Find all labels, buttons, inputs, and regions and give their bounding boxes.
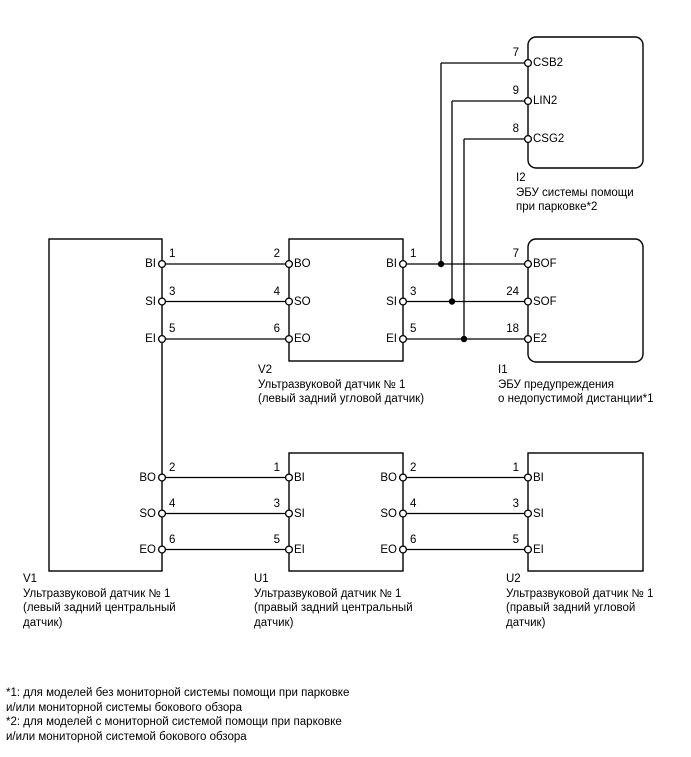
i2-caption-line: при парковке*2 [516,201,598,213]
i1-pin-e2-label: E2 [533,333,548,345]
i2-pin-csb2-number: 7 [512,47,519,59]
u2-pin-si-circle [525,510,532,517]
v1-pin-bo-label: BO [139,472,156,484]
v1-caption-line: Ультразвуковой датчик № 1 [23,587,171,600]
u1-pin-bi-number: 1 [273,462,280,474]
i2-pin-lin2-number: 9 [512,85,519,97]
u1-caption-line: датчик) [254,616,294,629]
u1-pin-bo-number: 2 [410,462,417,474]
v1-pin-bi-circle [159,261,166,268]
v2-pin-eo-number: 6 [273,323,280,335]
u1-caption [254,572,413,630]
u1-pin-eo-circle [400,546,407,553]
v2-designator: V2 [258,364,273,376]
i2-pin-lin2-label: LIN2 [533,95,558,107]
u1-pin-bi-circle [286,474,293,481]
u1-pin-ei-label: EI [294,544,305,556]
u1-pin-so-circle [400,510,407,517]
v2-pin-bo-number: 2 [273,248,280,260]
v2-pin-bi-number: 1 [410,248,417,260]
v1-pin-so-label: SO [139,508,156,520]
v1-pin-so-number: 4 [169,498,176,510]
v2-pin-bi-label: BI [386,258,397,270]
u2-pin-ei-circle [525,546,532,553]
u2-caption-line: (правый задний угловой [506,602,636,614]
i1-pin-bof-number: 7 [512,248,519,260]
u1-pin-bo-label: BO [380,472,397,484]
i1-pin-sof-circle [525,298,532,305]
v1-caption-line: датчик) [23,616,63,629]
v2-pin-si-number: 3 [410,286,417,298]
junction-dot [449,298,455,304]
v2-pin-si-label: SI [386,296,397,308]
i2-pin-csb2-circle [525,60,532,67]
v2-pin-eo-label: EO [294,333,311,345]
u1-pin-si-circle [286,510,293,517]
v2-pin-so-circle [286,298,293,305]
u1-pin-so-number: 4 [410,498,417,510]
i2-pin-lin2-circle [525,98,532,105]
v2-pin-ei-number: 5 [410,323,417,335]
v1-pin-ei-label: EI [145,333,156,345]
u1-pin-si-number: 3 [273,498,280,510]
u1-caption-line: (правый задний центральный [254,602,413,614]
i2-caption-line: ЭБУ системы помощи [516,186,634,199]
i1-designator: I1 [498,364,508,376]
v2-pin-eo-circle [286,336,293,343]
u1-designator: U1 [254,573,269,585]
v1-pin-eo-circle [159,546,166,553]
v2-pin-ei-circle [400,336,407,343]
u2-pin-si-label: SI [533,508,544,520]
footnote-line: *2: для моделей с мониторной системой помощи при парковке [6,716,342,728]
v2-pin-bo-circle [286,261,293,268]
v1-caption-line: (левый задний центральный [23,602,176,614]
v2-caption-line: (левый задний угловой датчик) [258,393,425,405]
u2-caption-line: датчик) [506,616,546,629]
v1-box [49,239,162,571]
v1-pin-eo-number: 6 [169,534,176,546]
v1-designator: V1 [23,573,38,585]
i1-caption [498,363,653,407]
u1-caption-line: Ультразвуковой датчик № 1 [254,587,402,600]
v1-pin-si-number: 3 [169,286,176,298]
v1-pin-bo-circle [159,474,166,481]
i2-pin-csg2-circle [525,136,532,143]
v2-pin-so-number: 4 [273,286,280,298]
i2-designator: I2 [516,172,526,184]
i1-pin-sof-number: 24 [506,286,519,298]
i2-pin-csb2-label: CSB2 [533,57,564,69]
i1-caption-line: ЭБУ предупреждения [498,378,614,391]
u2-pin-bi-circle [525,474,532,481]
v1-pin-bi-label: BI [145,258,156,270]
u2-pin-bi-label: BI [533,472,544,484]
u1-pin-ei-number: 5 [273,534,280,546]
v1-pin-ei-number: 5 [169,323,176,335]
v1-pin-si-label: SI [145,296,156,308]
u1-pin-so-label: SO [380,508,397,520]
v1-pin-so-circle [159,510,166,517]
u2-caption-line: Ультразвуковой датчик № 1 [506,587,654,600]
i1-pin-e2-number: 18 [506,323,519,335]
u1-pin-bo-circle [400,474,407,481]
footnote-line: *1: для моделей без мониторной системы помощи при парковке [6,687,350,699]
v1-caption [23,572,176,630]
junction-dot [461,336,467,342]
u1-pin-eo-label: EO [380,544,397,556]
v2-pin-si-circle [400,298,407,305]
u1-pin-si-label: SI [294,508,305,520]
junction-dot [438,261,444,267]
i1-pin-bof-circle [525,261,532,268]
v2-caption-line: Ультразвуковой датчик № 1 [258,378,406,391]
u2-pin-bi-number: 1 [512,462,519,474]
i2-pin-csg2-label: CSG2 [533,133,565,145]
i2-pin-csg2-number: 8 [512,123,519,135]
footnotes [6,686,349,744]
u2-designator: U2 [506,573,521,585]
u1-pin-eo-number: 6 [410,534,417,546]
u2-box [528,453,643,571]
v2-pin-bo-label: BO [294,258,311,270]
v2-pin-ei-label: EI [386,333,397,345]
footnote-line: и/или мониторной системы бокового обзора [6,701,243,714]
u2-pin-si-number: 3 [512,498,519,510]
u1-pin-ei-circle [286,546,293,553]
v2-pin-bi-circle [400,261,407,268]
i1-pin-e2-circle [525,336,532,343]
u2-caption [506,572,653,630]
footnote-line: и/или мониторной системой бокового обзора [6,730,247,743]
u1-pin-bi-label: BI [294,472,305,484]
v1-pin-bo-number: 2 [169,462,176,474]
i1-pin-sof-label: SOF [533,296,557,308]
i1-pin-bof-label: BOF [533,258,557,270]
v2-caption [258,363,424,407]
u2-pin-ei-label: EI [533,544,544,556]
u2-pin-ei-number: 5 [512,534,519,546]
i1-caption-line: о недопустимой дистанции*1 [498,393,654,405]
v2-pin-so-label: SO [294,296,311,308]
v1-pin-si-circle [159,298,166,305]
i2-caption [516,171,634,215]
v1-pin-ei-circle [159,336,166,343]
v1-pin-bi-number: 1 [169,248,176,260]
v1-pin-eo-label: EO [139,544,156,556]
